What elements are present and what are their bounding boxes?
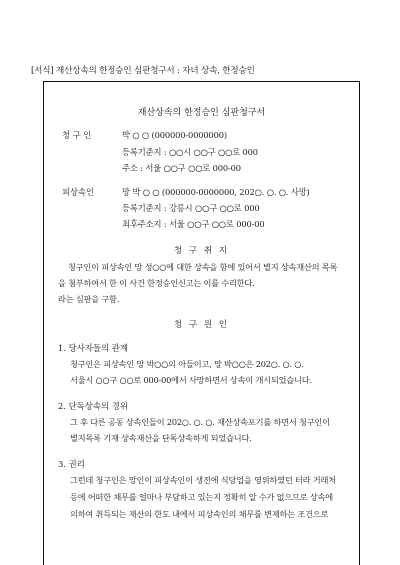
section-line: 의하여 취득되는 재산의 한도 내에서 피상속인의 채무를 변제하는 조건으로	[70, 509, 329, 519]
claimant-label: 청 구 인	[62, 130, 92, 140]
purpose-line: 을 첨부하여서 한 이 사건 한정승인신고는 이를 수리한다.	[58, 278, 255, 288]
claimant-address: 주소 : 서울 ○○구 ○○로 000-00	[122, 163, 241, 173]
section-line: 그 후 다른 공동 상속인들이 202○. ○. ○. 재산상속포기를 하면서 청구인이	[70, 417, 330, 427]
section-line: 청구인은 피상속인 망 박○○의 아들이고, 망 박○○은 202○. ○. ○.	[70, 359, 304, 369]
section-line: 별지목록 기재 상속재산을 단독상속하게 되었습니다.	[70, 433, 252, 443]
section-line: 그런데 청구인은 망인이 피상속인이 생전에 식당업을 영위하였던 터라 거래처	[70, 475, 336, 485]
cause-title: 청 구 원 인	[174, 320, 229, 330]
decedent-label: 피상속인	[62, 187, 95, 197]
purpose-line: 청구인이 피상속인 망 성○○에 대한 상속을 함에 있어서 별지 상속재산의 목록	[68, 262, 338, 272]
section-line: 서울시 ○○구 ○○로 000-00에서 사망하면서 상속이 개시되었습니다.	[70, 375, 312, 385]
section-heading: 1. 당사자들의 관계	[58, 343, 128, 353]
section-line: 등에 어떠한 채무를 얼마나 부담하고 있는지 정확히 알 수가 없으므로 상속에	[70, 492, 334, 502]
form-caption: [서식] 재산상속의 한정승인 심판청구서 : 자녀 상속, 한정승인	[31, 66, 255, 76]
decedent-register: 등록기준지 : 강릉시 ○○구 ○○로 000	[122, 203, 260, 213]
claimant-register: 등록기준지 : ○○시 ○○구 ○○로 000	[122, 147, 258, 157]
decedent-name: 망 박 ○ ○ (000000-0000000, 202○. ○. ○. 사망)	[122, 187, 310, 197]
document-frame	[43, 81, 360, 565]
claimant-name: 박 ○ ○ (000000-0000000)	[122, 130, 228, 140]
purpose-title: 청 구 취 지	[174, 246, 229, 256]
section-heading: 2. 단독상속의 경위	[58, 401, 128, 411]
document-title: 재산상속의 한정승인 심판청구서	[137, 108, 266, 118]
decedent-last-address: 최후주소지 : 서울 ○○구 ○○로 000-00	[122, 219, 265, 229]
purpose-line: 라는 심판을 구함.	[58, 294, 120, 304]
section-heading: 3. 권리	[58, 459, 85, 469]
